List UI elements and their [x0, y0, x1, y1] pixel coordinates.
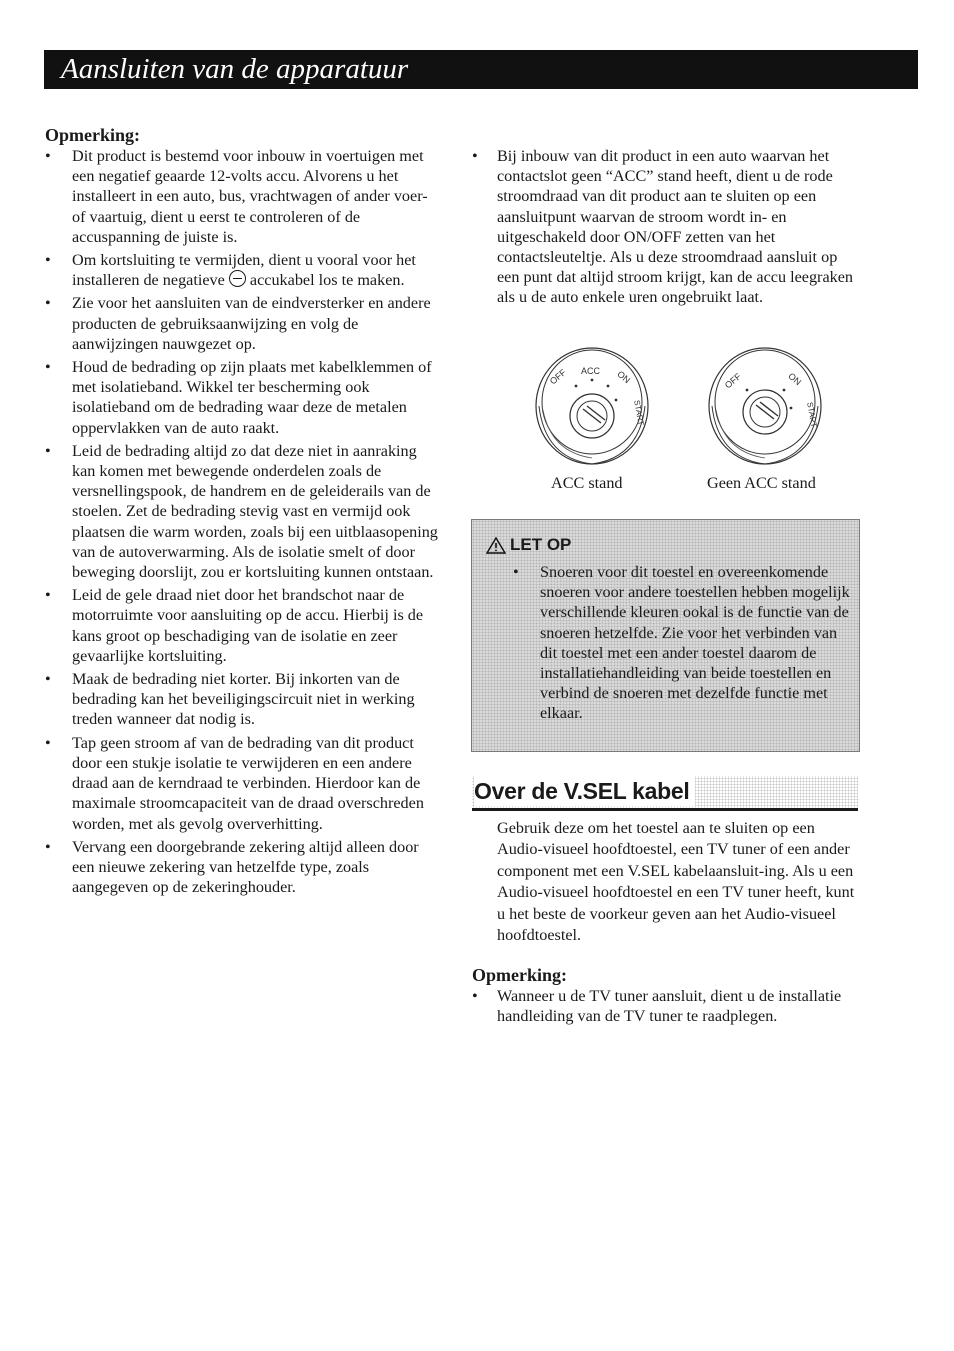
list-item: • Houd de bedrading op zijn plaats met kabelklemmen of met isolatieband. Wikkel ter bescherming ook isolatieband om de bedrading waar deze de metalen oppervlakken van de auto raakt. — [45, 358, 432, 437]
right-column — [472, 146, 862, 311]
list-item: • Leid de bedrading altijd zo dat deze niet in aanraking kan komen met bewegende onderdelen zoals de versnellingspook, de handrem en de geleiderails van de stoelen. Zet de bedrading stevig vast en vermijd ook plaatsen die warm worden, zoals bij een uitblaasopening van de autoverwarming. Als de isolatie smelt of door beweging doorslijt, zou er kortsluiting kunnen ontstaan. — [45, 441, 438, 582]
figure-caption-no-acc: Geen ACC stand — [707, 474, 816, 492]
list-item: • Wanneer u de TV tuner aansluit, dient u de installatie handleiding van de TV tuner te raadplegen. — [472, 987, 842, 1026]
list-item: • Dit product is bestemd voor inbouw in voertuigen met een negatief geaarde 12-volts accu. Alvorens u het installeert in een auto, bus, vrachtwagen of ander voer- of vaartuig, dient u eerst te controleren of de accuspanning de juiste is. — [45, 147, 428, 246]
left-column — [45, 124, 440, 900]
list-item: • Om kortsluiting te vermijden, dient u vooral voor het installeren de negatieve accukabel los te maken. — [45, 251, 416, 290]
list-item: • Maak de bedrading niet korter. Bij inkorten van de bedrading kan het beveiligingscircuit niet in werking treden wanneer dat nodig is. — [45, 670, 415, 729]
list-item-text: Leid de gele draad niet door het brandschot naar de motorruimte voor aansluiting op de accu. Hierbij is de kans groot op beschadiging van de isolatie en zeer gevaarlijke kortsluiting. — [72, 586, 424, 665]
caution-title-text: LET OP — [510, 535, 572, 554]
warning-triangle-icon — [486, 537, 506, 554]
note-block — [472, 964, 862, 1029]
list-item: • Vervang een doorgebrande zekering altijd alleen door een nieuwe zekering van hetzelfde type, zoals aangegeven op de zekeringhouder. — [45, 837, 419, 897]
section-heading — [472, 776, 858, 811]
intro-list — [472, 146, 862, 308]
list-item-text: Tap geen stroom af van de bedrading van dit product door een stukje isolatie te verwijderen en een andere draad aan de kerndraad te verbinden. Hierdoor kan de maximale stroomcapaciteit van de draad overschreden worden, met als gevolg oververhitting. — [72, 733, 424, 833]
list-item-text: Dit product is bestemd voor inbouw in voertuigen met een negatief geaarde 12-volts accu. Alvorens u het installeert in een auto, bus, vrachtwagen of ander voer- of vaartuig, dient u eerst te controleren of de accuspanning de juiste is. — [72, 147, 428, 246]
list-item-text: Vervang een doorgebrande zekering altijd alleen door een nieuwe zekering van hetzelfde type, zoals aangegeven op de zekeringhouder. — [72, 837, 419, 897]
section-body: Gebruik deze om het toestel aan te sluiten op een Audio-visueel hoofdtoestel, een TV tuner of een ander component met een V.SEL kabelaansluit-ing. Als u een Audio-visueel hoofdtoestel en een TV tuner heeft, kunt u het beste de voorkeur geven aan het Audio-visueel hoofdtoestel. — [497, 819, 855, 945]
list-item: • Leid de gele draad niet door het brandschot naar de motorruimte voor aansluiting op de accu. Hierbij is de kans groot op beschadiging van de isolatie en zeer gevaarlijke kortsluiting. — [45, 586, 424, 665]
ignition-switch-no-acc-figure — [704, 340, 826, 466]
switch-label-off: OFF — [547, 367, 569, 387]
switch-label-acc: ACC — [581, 366, 601, 376]
caution-box — [471, 519, 860, 752]
list-item-text: Leid de bedrading altijd zo dat deze niet in aanraking kan komen met bewegende onderdelen zoals de versnellingspook, de handrem en de geleiderails van de stoelen. Zet de bedrading stevig vast en vermijd ook plaatsen die warm worden, zoals bij een uitblaasopening van de autoverwarming. Als de isolatie smelt of door beweging doorslijt, zou er kortsluiting kunnen ontstaan. — [72, 441, 438, 582]
caution-title — [486, 535, 571, 555]
list-item: • Snoeren voor dit toestel en overeenkomende snoeren voor andere toestellen hebben mogelijk verschillende kleuren ookal is de functie van de snoeren hetzelfde. Zie voor het verbinden van dit toestel met een ander toestel daarom de installatiehandleiding van beide toestellen en verbind de snoeren met dezelfde functie met elkaar. — [513, 563, 850, 723]
list-item-text: Maak de bedrading niet korter. Bij inkorten van de bedrading kan het beveiligingscircuit niet in werking treden wanneer dat nodig is. — [72, 670, 415, 729]
list-item: • Bij inbouw van dit product in een auto waarvan het contactslot geen “ACC” stand heeft, dient u de rode stroomdraad van dit product aan te sluiten op een aansluitpunt waarvan de stroom wordt in- en uitgeschakeld door ON/OFF zetten van het contactsleuteltje. Als u deze stroomdraad aansluit op een punt dat altijd stroom krijgt, kan de accu leegraken als u de auto enkele uren ongebruikt laat. — [472, 147, 853, 307]
figure-caption-acc: ACC stand — [551, 474, 623, 492]
note-heading: Opmerking: — [45, 125, 141, 145]
note-list — [45, 146, 440, 897]
list-item-text: Bij inbouw van dit product in een auto waarvan het contactslot geen “ACC” stand heeft, dient u de rode stroomdraad van dit product aan te sluiten op een aansluitpunt waarvan de stroom wordt in- en uitgeschakeld door ON/OFF zetten van het contactsleuteltje. Als u deze stroomdraad aansluit op een punt dat altijd stroom krijgt, kan de accu leegraken als u de auto enkele uren ongebruikt laat. — [497, 147, 853, 307]
switch-label-off: OFF — [722, 371, 744, 391]
list-item-text: Wanneer u de TV tuner aansluit, dient u de installatie handleiding van de TV tuner te raadplegen. — [497, 987, 842, 1026]
switch-label-start: START — [632, 399, 646, 427]
page-header-bar — [44, 50, 918, 89]
ignition-switch-acc-figure — [531, 340, 653, 466]
list-item-text: Zie voor het aansluiten van de eindversterker en andere producten de gebruiksaanwijzing en volg de aanwijzingen nauwgezet op. — [72, 294, 431, 353]
switch-label-start: START — [805, 401, 819, 429]
list-item-text: Om kortsluiting te vermijden, dient u vooral voor het installeren de negatieve — [72, 251, 416, 290]
list-item: • Zie voor het aansluiten van de eindversterker en andere producten de gebruiksaanwijzing en volg de aanwijzingen nauwgezet op. — [45, 294, 431, 353]
list-item-text: Snoeren voor dit toestel en overeenkomende snoeren voor andere toestellen hebben mogelijk verschillende kleuren ookal is de functie van de snoeren hetzelfde. Zie voor het verbinden van dit toestel met een ander toestel daarom de installatiehandleiding van beide toestellen en verbind de snoeren met dezelfde functie met elkaar. — [540, 563, 850, 723]
caution-list — [513, 562, 853, 727]
negative-terminal-icon — [229, 270, 246, 287]
switch-label-on: ON — [786, 370, 804, 388]
page-title: Aansluiten van de apparatuur — [61, 53, 409, 85]
list-item: • Tap geen stroom af van de bedrading van dit product door een stukje isolatie te verwijderen en een andere draad aan de kerndraad te verbinden. Hierdoor kan de maximale stroomcapaciteit van de draad overschreden worden, met als gevolg oververhitting. — [45, 733, 424, 833]
section-title: Over de V.SEL kabel — [474, 776, 695, 806]
note-heading: Opmerking: — [472, 965, 568, 985]
note-list — [472, 986, 862, 1026]
list-item-text: accukabel los te maken. — [249, 271, 405, 290]
list-item-text: Houd de bedrading op zijn plaats met kabelklemmen of met isolatieband. Wikkel ter bescherming ook isolatieband om de bedrading waar deze de metalen oppervlakken van de auto raakt. — [72, 358, 432, 437]
switch-label-on: ON — [615, 368, 633, 386]
